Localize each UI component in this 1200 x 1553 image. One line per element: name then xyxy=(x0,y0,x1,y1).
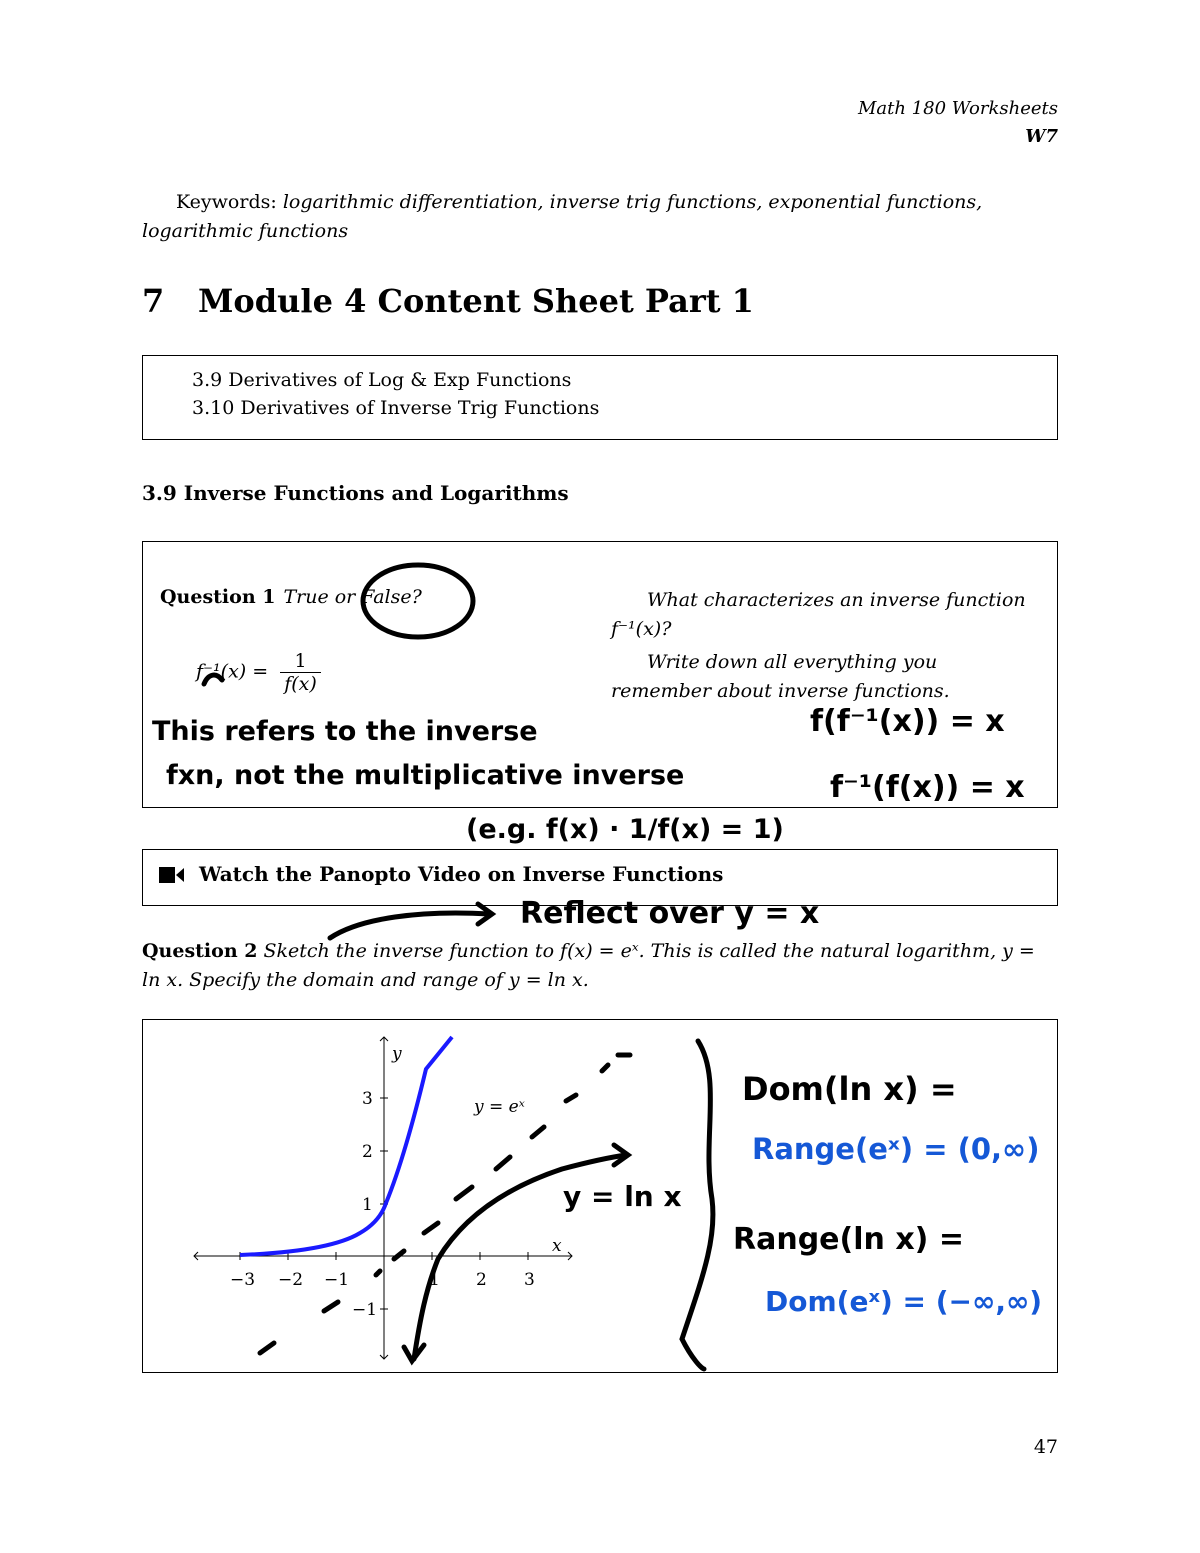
question2-text: Sketch the inverse function to f(x) = eˣ. This is called the natural logarithm, y = ln x. Specify the domain and range of y = ln x. xyxy=(142,940,1035,991)
handwriting-dom-ln: Dom(ln x) = xyxy=(742,1070,957,1108)
handwriting-ln-label: y = ln x xyxy=(563,1180,682,1213)
handwriting-identity1: f(f⁻¹(x)) = x xyxy=(810,704,1005,739)
handwriting-eg: (e.g. f(x) · 1/f(x) = 1) xyxy=(466,814,784,845)
section-title-text: Module 4 Content Sheet Part 1 xyxy=(198,282,754,320)
y-tick-label: −1 xyxy=(352,1300,378,1320)
exp-curve xyxy=(240,1037,452,1255)
subsection-title: 3.9 Inverse Functions and Logarithms xyxy=(142,481,569,505)
formula-numerator: 1 xyxy=(280,650,321,673)
handwriting-identity2: f⁻¹(f(x)) = x xyxy=(830,770,1025,805)
formula-fraction xyxy=(280,650,321,695)
y-tick-label: 2 xyxy=(362,1142,373,1162)
course-title: Math 180 Worksheets xyxy=(857,98,1058,119)
x-axis-label: x xyxy=(552,1236,562,1256)
handwriting-line1: This refers to the inverse xyxy=(152,716,538,747)
curve-label: y = eˣ xyxy=(474,1097,525,1117)
handwriting-range-exp: Range(eˣ) = (0,∞) xyxy=(752,1132,1040,1166)
topic-item: 3.9 Derivatives of Log & Exp Functions xyxy=(192,369,572,391)
brace xyxy=(682,1041,713,1369)
page-number: 47 xyxy=(1033,1436,1058,1458)
x-tick-label: −3 xyxy=(230,1270,256,1290)
keywords-terms: logarithmic differentiation, inverse trig functions, exponential functions, logarithmic functions xyxy=(142,191,983,242)
dash-line xyxy=(260,1343,274,1353)
x-tick-label: −2 xyxy=(278,1270,304,1290)
handwriting-range-ln: Range(ln x) = xyxy=(733,1222,964,1257)
reflect-arrow xyxy=(330,913,490,938)
x-tick-label: −1 xyxy=(324,1270,350,1290)
formula-lhs: f⁻¹(x) = xyxy=(196,660,269,683)
x-tick-label: 3 xyxy=(524,1270,535,1290)
keywords xyxy=(142,188,1058,246)
y-tick-label: 1 xyxy=(362,1195,373,1215)
question2 xyxy=(142,937,1058,995)
question2-label: Question 2 xyxy=(142,940,258,962)
x-tick-label: 1 xyxy=(429,1270,440,1290)
question1-right-para1: What characterizes an inverse function f⁻¹(x)? xyxy=(611,589,1026,640)
video-camera-icon xyxy=(159,866,185,884)
question1-right-para2: Write down all everything you remember about inverse functions. xyxy=(611,651,950,702)
y-axis-label: y xyxy=(392,1044,402,1064)
y-tick-label: 3 xyxy=(362,1089,373,1109)
section-number: 7 xyxy=(142,282,165,320)
x-tick-label: 2 xyxy=(476,1270,487,1290)
formula-denominator: f(x) xyxy=(284,673,317,695)
handwriting-dom-exp: Dom(eˣ) = (−∞,∞) xyxy=(765,1285,1043,1318)
topic-item: 3.10 Derivatives of Inverse Trig Functions xyxy=(192,397,600,419)
question1-number: Question 1 xyxy=(160,586,276,608)
handwriting-line2: fxn, not the multiplicative inverse xyxy=(166,760,685,791)
handwriting-reflect: Reflect over y = x xyxy=(520,896,820,931)
question1-prompt: True or False? xyxy=(283,586,422,608)
video-link[interactable]: Watch the Panopto Video on Inverse Functions xyxy=(199,862,724,886)
keywords-label: Keywords: xyxy=(176,191,277,213)
sheet-id: W7 xyxy=(1025,126,1058,147)
question1-label xyxy=(160,586,422,608)
section-title xyxy=(142,282,754,320)
question1-formula xyxy=(196,650,321,695)
